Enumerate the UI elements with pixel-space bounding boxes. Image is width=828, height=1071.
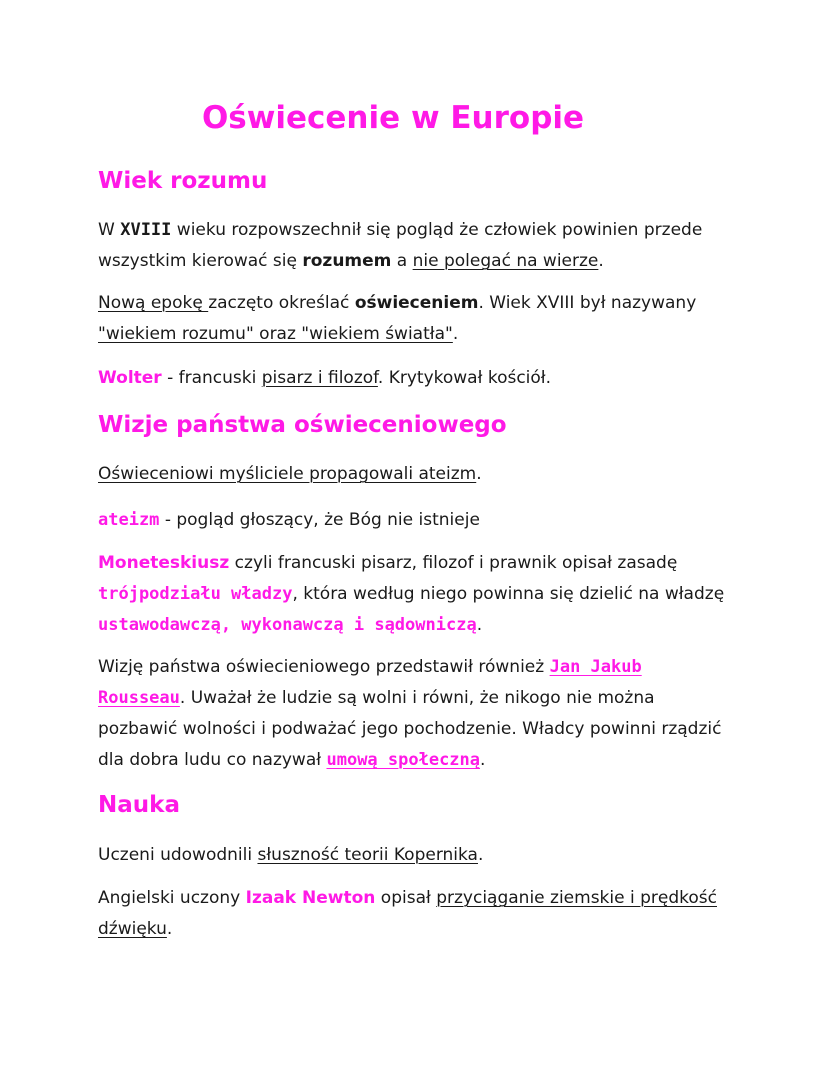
section-heading-wizje-panstwa: Wizje państwa oświeceniowego — [98, 412, 507, 438]
underlined-text: "wiekiem rozumu" oraz "wiekiem światła" — [98, 324, 453, 344]
text: . — [598, 251, 604, 271]
bold-enlightenment: oświeceniem — [354, 293, 479, 313]
paragraph-monteskiusz — [98, 548, 738, 641]
keyword-moneteskiusz: Moneteskiusz — [98, 553, 230, 573]
text: . — [166, 919, 173, 939]
keyword-social-contract: umową społeczną — [326, 750, 481, 770]
text: . Wiek XVIII był nazywany — [478, 293, 697, 313]
text: . Uważał że ludzie są wolni i równi, że nikogo nie można pozbawić wolności i podważać jego pochodzenie. Władcy powinni rządzić dla dobra ludu co nazywał — [98, 688, 722, 770]
text: a — [391, 251, 413, 271]
paragraph-newton — [98, 883, 738, 945]
keyword-rousseau: Jan Jakub Rousseau — [98, 657, 642, 708]
underlined-text: Oświeceniowi myśliciele propagowali ateizm — [98, 464, 477, 484]
text: opisał — [375, 888, 437, 908]
section-heading-wiek-rozumu: Wiek rozumu — [98, 168, 268, 194]
paragraph-copernicus — [98, 840, 738, 871]
bold-century: XVIII — [120, 220, 172, 240]
text: W — [98, 220, 121, 240]
text: . — [477, 845, 484, 865]
paragraph-thinkers — [98, 459, 738, 490]
text: zaczęto określać — [208, 293, 355, 313]
paragraph-wolter — [98, 363, 738, 394]
text: , która według niego powinna się dzielić na władzę — [292, 584, 725, 604]
text: - pogląd głoszący, że Bóg nie istnieje — [159, 510, 480, 530]
keyword-branches: ustawodawczą, wykonawczą i sądowniczą — [98, 615, 477, 635]
underlined-text: Nową epokę — [98, 293, 209, 313]
section-heading-nauka: Nauka — [98, 792, 180, 818]
text: czyli francuski pisarz, filozof i prawnik opisał zasadę — [229, 553, 678, 573]
paragraph-rousseau — [98, 652, 738, 776]
paragraph-ateizm — [98, 505, 738, 536]
underlined-text: przyciąganie ziemskie i prędkość dźwięku — [98, 888, 717, 939]
paragraph-new-epoch — [98, 288, 738, 350]
underlined-text: nie polegać na wierze — [412, 251, 599, 271]
bold-reason: rozumem — [302, 251, 392, 271]
keyword-newton: Izaak Newton — [245, 888, 376, 908]
underlined-text: słuszność teorii Kopernika — [257, 845, 478, 865]
text: . — [476, 615, 483, 635]
text: wieku rozpowszechnił się pogląd że człowiek powinien przede wszystkim kierować się — [98, 220, 703, 271]
text: - francuski — [161, 368, 262, 388]
keyword-wolter: Wolter — [98, 368, 162, 388]
text: . — [480, 750, 486, 770]
text: Angielski uczony — [98, 888, 246, 908]
paragraph-xviii — [98, 215, 738, 277]
text: . — [452, 324, 459, 344]
text: Uczeni udowodnili — [98, 845, 258, 865]
page-title: Oświecenie w Europie — [201, 100, 585, 136]
keyword-ateizm: ateizm — [98, 510, 160, 530]
text: Wizję państwa oświecieniowego przedstawił również — [98, 657, 550, 677]
text: . Krytykował kościół. — [377, 368, 552, 388]
underlined-text: pisarz i filozof — [261, 368, 378, 388]
keyword-separation-of-powers: trójpodziału władzy — [98, 584, 293, 604]
text: . — [476, 464, 482, 484]
